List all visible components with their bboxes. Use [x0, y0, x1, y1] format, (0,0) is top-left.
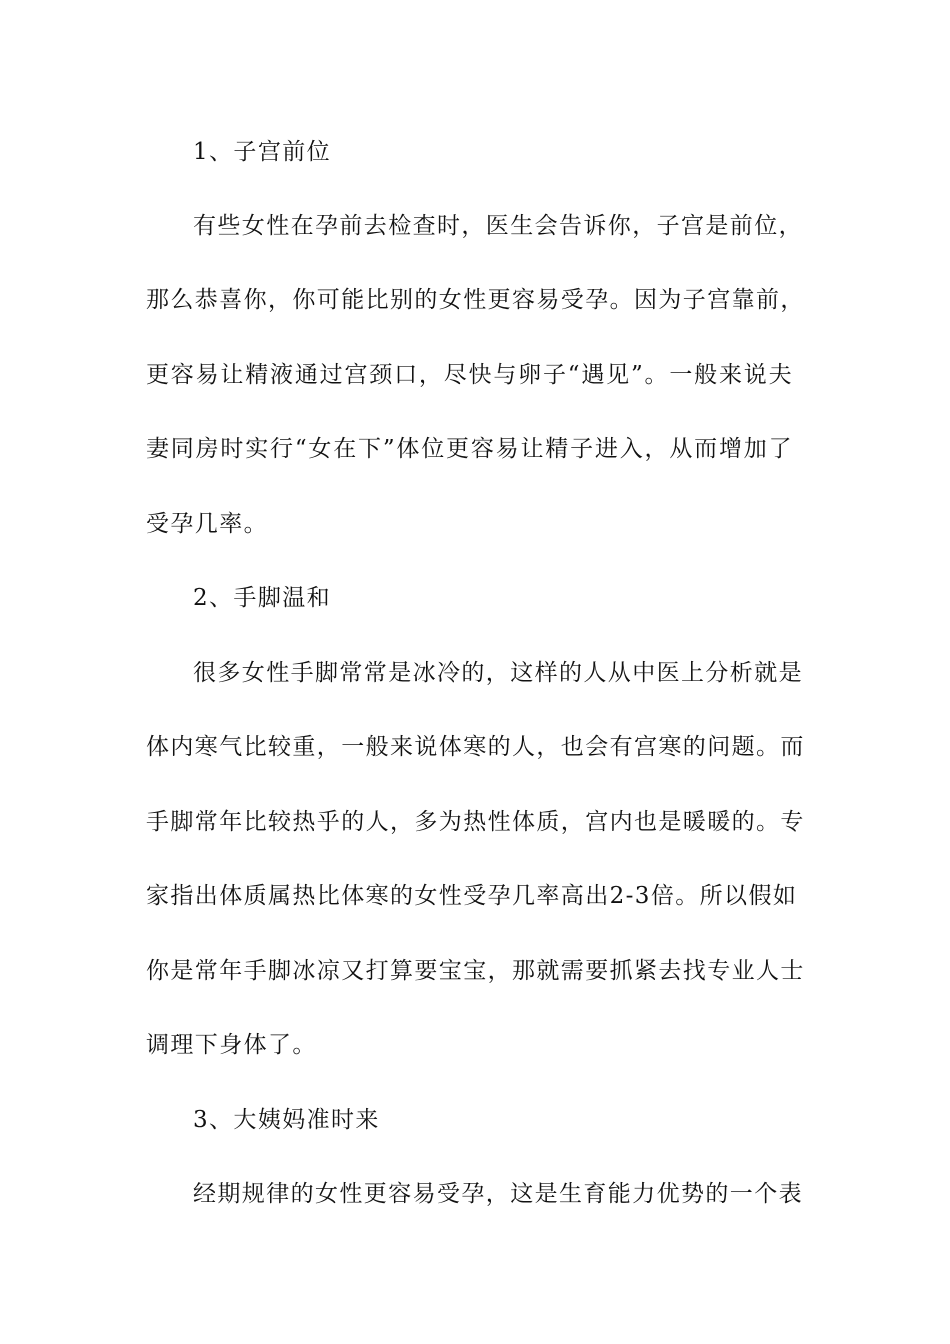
paragraph-line: 受孕几率。 [146, 511, 268, 537]
paragraph-line: 你是常年手脚冰凉又打算要宝宝，那就需要抓紧去找专业人士 [146, 958, 805, 984]
paragraph-line: 更容易让精液通过宫颈口，尽快与卵子“遇见”。一般来说夫 [146, 362, 793, 388]
paragraph-line: 很多女性手脚常常是冰冷的，这样的人从中医上分析就是 [193, 660, 803, 686]
paragraph-line: 体内寒气比较重，一般来说体寒的人，也会有宫寒的问题。而 [146, 734, 805, 760]
paragraph-line: 家指出体质属热比体寒的女性受孕几率高出2-3倍。所以假如 [146, 883, 798, 909]
section-heading-2: 2、手脚温和 [193, 585, 332, 611]
section-heading-1: 1、子宫前位 [193, 139, 332, 165]
paragraph-line: 那么恭喜你，你可能比别的女性更容易受孕。因为子宫靠前， [146, 287, 805, 313]
paragraph-line: 妻同房时实行“女在下”体位更容易让精子进入，从而增加了 [146, 436, 793, 462]
section-heading-3: 3、大姨妈准时来 [193, 1107, 380, 1133]
paragraph-line: 经期规律的女性更容易受孕，这是生育能力优势的一个表 [193, 1181, 803, 1207]
paragraph-line: 调理下身体了。 [146, 1032, 317, 1058]
paragraph-line: 有些女性在孕前去检查时，医生会告诉你，子宫是前位， [193, 213, 803, 239]
paragraph-line: 手脚常年比较热乎的人，多为热性体质，宫内也是暖暖的。专 [146, 809, 805, 835]
